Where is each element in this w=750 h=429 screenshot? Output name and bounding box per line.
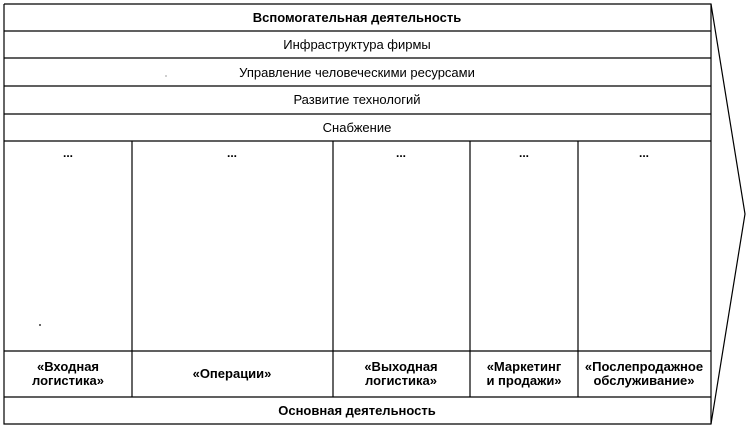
support-row-procurement: Снабжение [322, 120, 392, 135]
column-ellipsis-marketing: ... [518, 146, 530, 160]
support-activities-title: Вспомогательная деятельность [252, 10, 462, 25]
column-ellipsis-inbound: ... [62, 146, 74, 160]
primary-outbound-logistics-line2: логистика» [365, 373, 437, 388]
primary-service-line2: обслуживание» [593, 373, 695, 388]
support-row-hr: Управление человеческими ресурсами [239, 65, 475, 80]
column-ellipsis-operations: ... [226, 146, 238, 160]
primary-operations-label: «Операции» [192, 366, 272, 381]
primary-inbound-logistics-line2: логистика» [32, 373, 104, 388]
speck-mark [166, 76, 167, 77]
primary-marketing-sales-line2: и продажи» [486, 373, 562, 388]
speck-mark [39, 324, 41, 326]
primary-inbound-logistics-line1: «Входная [36, 359, 100, 374]
column-ellipsis-outbound: ... [395, 146, 407, 160]
primary-outbound-logistics-line1: «Выходная [364, 359, 438, 374]
column-ellipsis-service: ... [638, 146, 650, 160]
primary-service-line1: «Послепродажное [584, 359, 704, 374]
support-row-infrastructure: Инфраструктура фирмы [283, 37, 431, 52]
primary-activities-title: Основная деятельность [278, 403, 436, 418]
support-row-technology: Развитие технологий [293, 92, 421, 107]
primary-marketing-sales-line1: «Маркетинг [486, 359, 562, 374]
